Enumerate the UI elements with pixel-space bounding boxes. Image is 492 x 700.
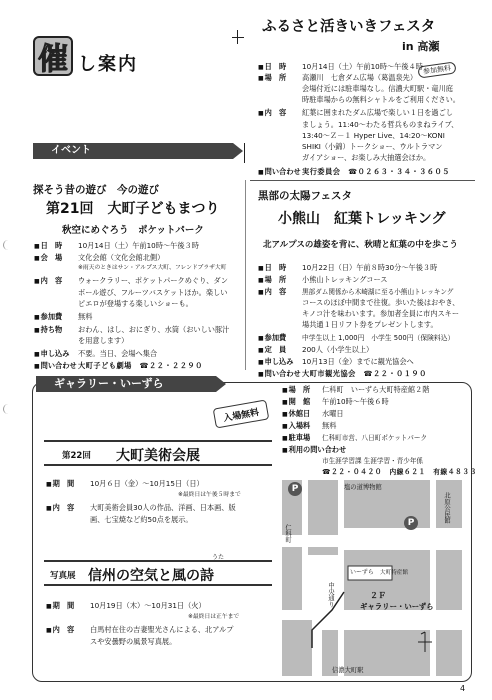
kodomo-subtitle: 秋空にめぐろう ポケットパーク [62,225,204,236]
row-value: 実行委員会 ☎０２６３・３４・３６０５ [302,167,450,176]
trekking-subtitle: 北アルプスの雄姿を背に、秋晴と紅葉の中を歩こう [263,240,458,250]
parking-icon: P [288,482,302,496]
row-value: 午前10時〜午後６時 [322,397,389,406]
trekking-row [258,368,427,380]
festa-row-cont: ましょう。11:40〜わたる哲兵ものまねライブ、 [302,120,459,129]
trekking-row [258,274,387,286]
exhibit2-note: ※最終日は正午まで [188,614,240,620]
festa-title: ふるさと活きいきフェスタ [262,19,436,35]
row-label: ■ 持ち物 [34,324,78,336]
row-label: ■ 駐車場 [282,432,322,444]
festa-row [258,166,450,178]
row-value: 無料 [322,421,337,430]
kodomo-row [34,311,92,323]
page-number: 4 [460,684,466,693]
trekking-row-cont: コースのほぼ中間まで往復。歩いた後はおやき、 [302,298,460,307]
row-label: ■ 問い合わせ [258,166,302,178]
trekking-row [258,344,373,356]
kodomo-kicker: 探そう昔の遊び 今の遊び [33,184,159,196]
map-label-gallery: ギャラリー・いーずら [360,602,434,611]
gallery-contact-line: ☎２２・０４２０ 内線６２１ 有線４８３３ [322,468,477,476]
binder-ring [3,404,13,414]
row-label: ■ 場 所 [258,274,302,286]
exhibit2-prefix: 写真展 [50,571,76,581]
kodomo-row [34,324,229,336]
festa-row-cont: 会場付近には駐車場なし。信濃大町駅・竜川庭 [302,84,453,93]
map-label-chuo: 中央通り [327,582,334,608]
gallery-info-row [282,432,427,444]
gallery-info-row [282,444,346,456]
trekking-kicker: 黒部の太陽フェスタ [258,190,352,202]
exhibit1-row [46,478,204,490]
page-title: し案内 [78,54,138,75]
exhibit1-prefix: 第22回 [62,451,91,461]
kodomo-row [34,360,203,372]
row-label: ■ 定 員 [258,344,302,356]
trekking-row-cont: 場共通１日リフト券をプレゼントします。 [302,320,438,329]
row-value: 仁科町市営、八日町ポケットパーク [322,434,428,442]
row-value: 水曜日 [322,409,344,418]
row-label: ■ 日 時 [258,61,302,73]
row-label: ■ 申し込み [34,348,78,360]
event-section-bar [33,143,233,159]
kodomo-row-cont: を用意します） [78,336,129,345]
map-label-station: 信濃大町駅 [332,667,364,674]
trekking-row [258,356,414,368]
kodomo-row [34,240,199,252]
kodomo-row-note: ※雨天のときはサン・アルプス大町、フレンドプラザ大町 [78,265,227,271]
section-divider [250,180,475,181]
map-label-floor: ２Ｆ [370,591,386,600]
row-value: 10月13日（金）までに観光協会へ [302,357,414,366]
map-label-shio: 塩の道博物館 [344,484,382,491]
row-label: ■ 参加費 [34,311,78,323]
row-value: 小熊山トレッキングコース [302,275,388,284]
exhibit2-heading [44,560,272,586]
row-label: ■ 申し込み [258,356,302,368]
row-label: ■ 開 館 [282,396,322,408]
header-kanji-box [33,36,73,76]
gallery-info-row [282,384,429,396]
map-label-izura: いーずら [350,569,374,576]
gallery-section-title: ギャラリー・いーずら [54,377,164,390]
exhibit2-row [46,624,233,636]
row-label: ■ 場 所 [282,384,322,396]
gallery-free-badge-label: 入場無料 [222,407,260,424]
gallery-info-row [282,408,344,420]
row-value: 仁科町 いーずら大町特産館２階 [322,385,430,394]
festa-row-cont: 13:40〜Ｚ－１ Hyper Live、14:20〜KONI [302,131,445,140]
row-value: 10月22日（日）午前８時30分〜午後３時 [302,263,438,272]
event-section-title: イベント [51,145,91,156]
festa-row-cont: 時駐車場からの無料シャトルをご利用ください。 [302,95,460,104]
row-value: 200人（小学生以上） [302,345,374,354]
kodomo-row [34,275,228,287]
row-label: ■ 会 場 [34,252,78,264]
row-value: 不要。当日、会場へ集合 [78,349,158,358]
row-label: ■ 日 時 [258,262,302,274]
row-value: 大町子ども劇場 ☎２２・２２９０ [78,361,203,370]
parking-icon: P [404,516,418,530]
row-label: ■ 問い合わせ [34,360,78,372]
row-value: おわん、はし、おにぎり、水筒（おいしい豚汁 [78,325,230,334]
row-value: 10月19日（木）〜10月31日（火） [90,601,206,610]
map-label-kita: 北原公民館 [443,492,450,524]
binder-ring [3,240,13,250]
exhibit1-row-cont: 画、七宝焼など約50点を展示。 [90,515,193,524]
exhibit1-row [46,502,236,514]
row-label: ■ 問い合わせ [258,368,302,380]
gallery-contact-line: 市生涯学習課 生涯学習・青少年係 [322,457,424,465]
exhibit2-row-cont: スや安曇野の風景写真展。 [90,637,177,646]
row-value: 大町市観光協会 ☎２２・０１９０ [302,369,427,378]
row-label: ■ 入場料 [282,420,322,432]
festa-subtitle: in 高瀬 [402,40,440,53]
row-value: 白馬村在住の吉妻聖光さんによる、北アルプ [90,625,234,634]
row-label: ■ 内 容 [46,502,90,514]
row-label: ■ 休館日 [282,408,322,420]
crop-mark [232,37,244,38]
row-value: 黒部ダム関係から木崎湖に至る小熊山トレッキング [302,288,454,296]
map-label-nishina: 仁科町 [284,524,291,543]
festa-row-cont: SHIKI（小錦）トークショー、ウルトラマン [302,142,443,151]
row-label: ■ 内 容 [258,107,302,119]
row-value: 無料 [78,312,93,321]
row-label: ■ 内 容 [258,286,302,298]
trekking-row [258,332,454,344]
row-value: 紅葉に囲まれたダム広場で楽しい１日を過ごし [302,108,453,117]
kodomo-title: 第21回 大町子どもまつり [46,201,220,217]
exhibit1-note: ※最終日は午後５時まで [178,492,241,498]
kodomo-row-cont: ボール遊び、フルーツバスケットほか。楽しい [78,288,228,297]
kodomo-row [34,348,157,360]
section-divider [244,143,245,163]
festa-free-badge: 参加無料 [417,61,456,78]
row-label: ■ 内 容 [34,275,78,287]
row-value: 高瀬川 七倉ダム広場（葛温泉先） [302,73,418,82]
gallery-info-row [282,396,389,408]
row-value: 中学生以上 1,000円 小学生 500円（保険料込） [302,334,455,342]
row-label: ■ 期 間 [46,600,90,612]
festa-row-cont: ガイアショー、お楽しみ大抽選会ほか。 [302,153,431,162]
exhibit2-title: 信州の空気と風の詩 [88,568,214,584]
trekking-row-cont: キノコ汁を味わいます。参加者全員に市内スキー [302,309,460,318]
festa-row [258,107,453,119]
row-value: ウォークラリー、ポケットパークめぐり、ダン [78,276,228,285]
header-kanji: 催 [38,42,68,77]
row-label: ■ 利用の問い合わせ [282,444,346,456]
row-value: 10月14日（土）午前10時〜午後４時 [302,62,423,71]
row-label: ■ 内 容 [46,624,90,636]
row-label: ■ 日 時 [34,240,78,252]
row-value: 文化会館（文化会館北側） [78,253,165,262]
row-value: 大町美術会員30人の作品、洋画、日本画、版 [90,503,236,512]
row-label: ■ 場 所 [258,72,302,84]
access-map [282,480,462,676]
gallery-info-row [282,420,336,432]
trekking-row [258,262,437,274]
vertical-divider [245,180,246,370]
gallery-section-bar [36,376,216,392]
exhibit1-heading [44,440,272,466]
exhibit2-row [46,600,206,612]
row-value: 10月14日（土）午前10時〜午後３時 [78,241,199,250]
row-label: ■ 期 間 [46,478,90,490]
row-value: 10月６日（金）〜10月15日（日） [90,479,204,488]
exhibit1-title: 大町美術会展 [116,448,200,464]
kodomo-row-cont: ピエロが登場する楽しいショーも。 [78,299,193,308]
row-label: ■ 参加費 [258,332,302,344]
exhibit2-ruby: うた [212,554,225,561]
map-label-tokusan: 大町特産館 [380,570,408,576]
trekking-title: 小熊山 紅葉トレッキング [278,211,446,227]
